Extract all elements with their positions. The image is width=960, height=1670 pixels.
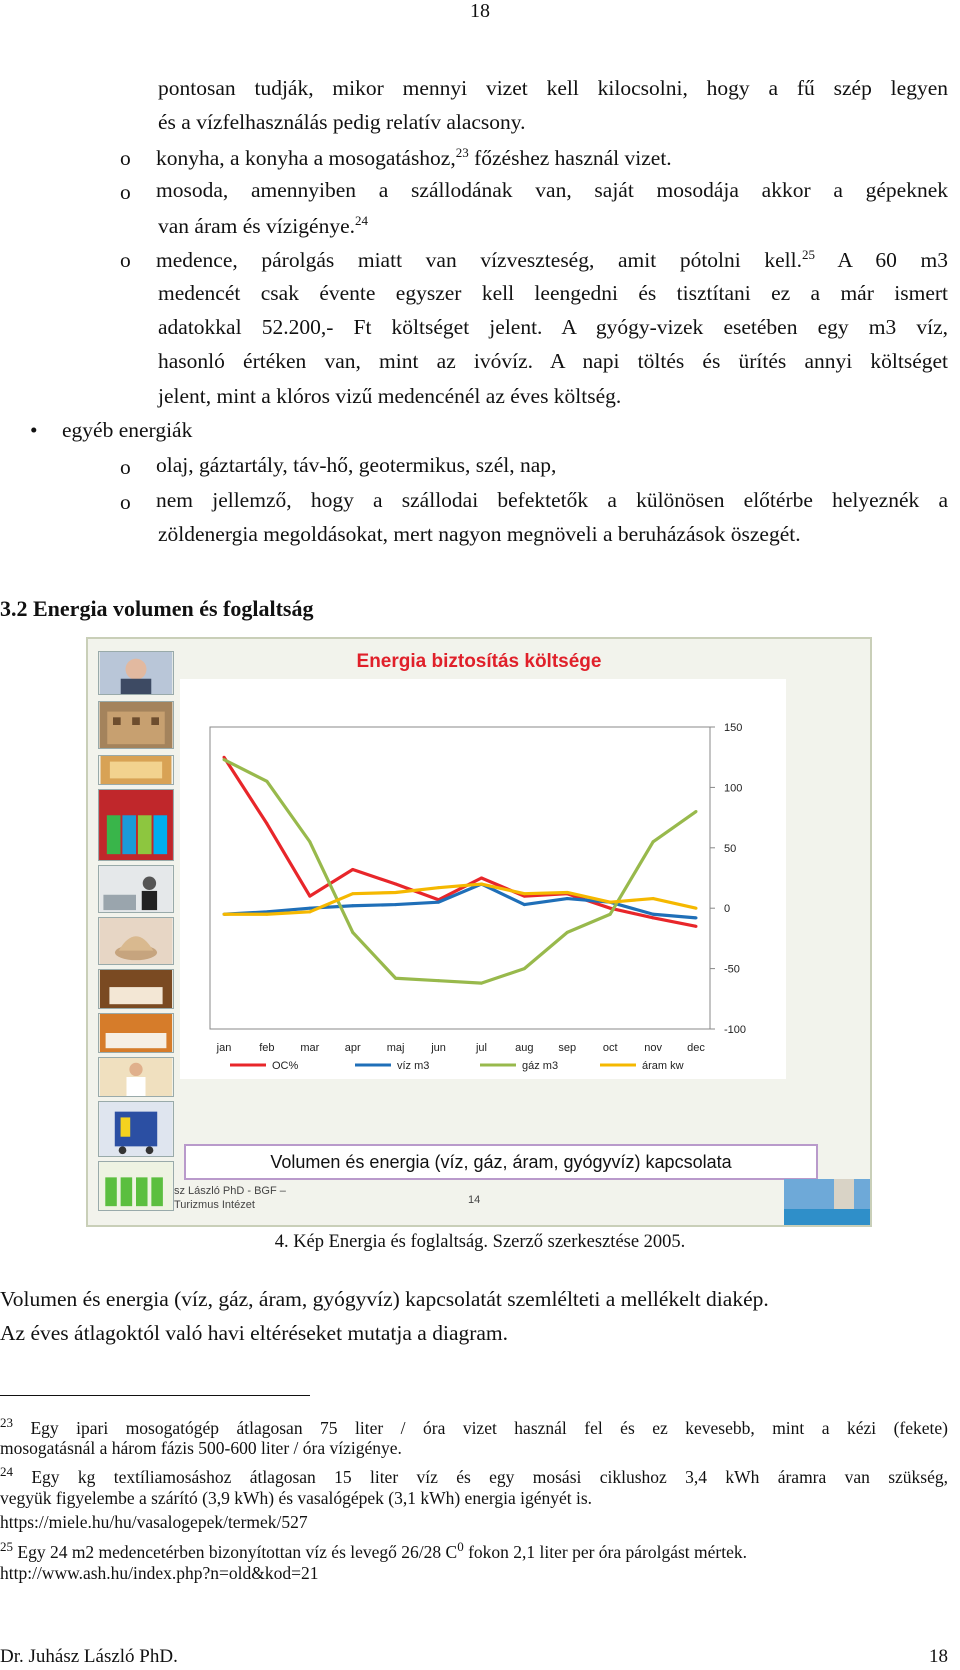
x-tick-label: oct bbox=[602, 1042, 618, 1054]
data-point bbox=[394, 977, 397, 980]
footnote-url[interactable]: https://miele.hu/hu/vasalogepek/termek/527 bbox=[0, 1512, 308, 1532]
list-bullet: o bbox=[120, 248, 131, 272]
data-point bbox=[351, 904, 354, 907]
data-point bbox=[609, 907, 612, 910]
footnote-ref: 24 bbox=[355, 213, 368, 228]
text-line: van áram és vízigénye.$^{24}$ bbox=[158, 213, 368, 239]
footnote-text: vegyük figyelembe a szárító (3,9 kWh) és vasalógépek (3,1 kWh) energia igényét is. bbox=[0, 1488, 593, 1508]
footnote-23: $^{23}$ Egy ipari mosogatógép átlagosan 75 liter / óra vizet használ fel és ez kevesebb, mint a kézi (fekete) bbox=[0, 1415, 949, 1438]
section-heading: 3.2 Energia volumen és foglaltság bbox=[0, 596, 314, 621]
footnote-ref: 25 bbox=[801, 247, 815, 262]
x-tick-label: nov bbox=[644, 1042, 662, 1054]
bedroom-photo bbox=[98, 1013, 174, 1053]
data-point bbox=[265, 780, 268, 783]
data-point bbox=[695, 907, 698, 910]
y-tick-label: -50 bbox=[724, 963, 740, 976]
data-point bbox=[523, 903, 526, 906]
text-line: zöldenergia megoldásokat, mert nagyon megnöveli a beruházások öszegét. bbox=[158, 522, 801, 546]
data-point bbox=[308, 840, 311, 843]
text-line: és a vízfelhasználás pedig relatív alacsony. bbox=[158, 110, 526, 134]
pool-photo bbox=[784, 1179, 870, 1227]
x-tick-label: maj bbox=[386, 1042, 405, 1054]
text-line: pontosan tudják, mikor mennyi vizet kell kilocsolni, hogy a fű szép legyen bbox=[158, 76, 948, 100]
figure-caption: 4. Kép Energia és foglaltság. Szerző szerkesztése 2005. bbox=[274, 1232, 686, 1252]
legend-label: áram kw bbox=[642, 1060, 684, 1072]
page-number-top: 18 bbox=[470, 0, 490, 22]
cleaning-products-photo bbox=[98, 1161, 174, 1211]
data-point bbox=[223, 913, 226, 916]
data-point bbox=[394, 903, 397, 906]
list-item-olaj: olaj, gáztartály, táv-hő, geotermikus, szél, nap, bbox=[156, 453, 557, 477]
data-point bbox=[223, 758, 226, 761]
footnote-24: $^{24}$ Egy kg textíliamosáshoz átlagosan 15 liter víz és egy mosási ciklushoz 3,4 kWh áramra van szükség, bbox=[0, 1464, 949, 1487]
data-point bbox=[566, 931, 569, 934]
x-tick-label: feb bbox=[259, 1042, 275, 1054]
slide-footer-credit bbox=[174, 1184, 286, 1213]
data-point bbox=[351, 868, 354, 871]
x-tick-label: apr bbox=[344, 1042, 361, 1054]
slide-footer-line: Turizmus Intézet bbox=[174, 1199, 255, 1212]
list-bullet: o bbox=[120, 490, 131, 514]
data-point bbox=[523, 892, 526, 895]
list-bullet-dot: • bbox=[30, 418, 38, 442]
list-item-medence: medence, párolgás miatt van vízveszteség, amit pótolni kell.$^{25}$ A 60 m3 bbox=[156, 247, 948, 273]
list-item-mosoda: mosoda, amennyiben a szállodának van, saját mosodája akkor a gépeknek bbox=[156, 178, 948, 202]
legend-label: víz m3 bbox=[397, 1060, 430, 1072]
staff-photo bbox=[98, 1057, 174, 1097]
y-tick-label: 50 bbox=[724, 842, 737, 855]
building-photo bbox=[98, 701, 174, 749]
data-point bbox=[308, 910, 311, 913]
data-point bbox=[652, 897, 655, 900]
legend-label: OC% bbox=[272, 1060, 299, 1072]
portrait-photo bbox=[98, 651, 174, 695]
data-point bbox=[351, 931, 354, 934]
text-line: adatokkal 52.200,- Ft költséget jelent. A gyógy-vizek esetében egy m3 víz, bbox=[158, 315, 948, 339]
footnote-url[interactable]: http://www.ash.hu/index.php?n=old&kod=21 bbox=[0, 1563, 319, 1583]
footer-author: Dr. Juhász László PhD. bbox=[0, 1646, 178, 1667]
slide-caption: Volumen és energia (víz, gáz, áram, gyógyvíz) kapcsolata bbox=[184, 1144, 818, 1180]
desk-photo bbox=[98, 865, 174, 913]
data-point bbox=[566, 897, 569, 900]
data-point bbox=[695, 916, 698, 919]
list-bullet: o bbox=[120, 455, 131, 479]
text-line: hasonló értéken van, mint az ivóvíz. A napi töltés és ürítés annyi költséget bbox=[158, 349, 948, 373]
data-point bbox=[695, 810, 698, 813]
data-point bbox=[437, 886, 440, 889]
footnote-ref: 23 bbox=[455, 145, 469, 160]
slide-footer-line: sz László PhD - BGF – bbox=[174, 1185, 286, 1197]
list-bullet: o bbox=[120, 146, 131, 170]
data-point bbox=[695, 925, 698, 928]
reception-photo bbox=[98, 789, 174, 861]
data-point bbox=[437, 979, 440, 982]
list-item-konyha: konyha, a konyha a mosogatáshoz,$^{23}$ főzéshez használ vizet. bbox=[156, 145, 672, 171]
data-point bbox=[609, 913, 612, 916]
y-tick-label: 100 bbox=[724, 782, 743, 795]
bell-photo bbox=[98, 917, 174, 965]
chart-title: Energia biztosítás költsége bbox=[356, 651, 602, 672]
x-tick-label: jan bbox=[216, 1042, 232, 1054]
data-point bbox=[652, 913, 655, 916]
data-point bbox=[351, 892, 354, 895]
data-point bbox=[265, 913, 268, 916]
data-point bbox=[437, 901, 440, 904]
text-line: jelent, mint a klóros vizű medencénél az éves költség. bbox=[158, 384, 622, 408]
data-point bbox=[308, 895, 311, 898]
x-tick-label: mar bbox=[300, 1042, 320, 1054]
data-point bbox=[265, 822, 268, 825]
cleaning-cart-photo bbox=[98, 1101, 174, 1157]
lobby-photo bbox=[98, 755, 174, 785]
data-point bbox=[394, 883, 397, 886]
line-chart bbox=[180, 679, 786, 1079]
data-point bbox=[308, 907, 311, 910]
x-tick-label: aug bbox=[515, 1042, 534, 1054]
y-tick-label: 150 bbox=[724, 722, 743, 734]
slide-image bbox=[86, 637, 872, 1227]
body-text: Az éves átlagoktól való havi eltéréseket mutatja a diagram. bbox=[0, 1321, 509, 1345]
data-point bbox=[480, 982, 483, 985]
footnote-25: $^{25}$ Egy 24 m2 medencetérben bizonyítottan víz és levegő 26/28 $C^0$ fokon 2,1 liter per óra párolgást mértek. bbox=[0, 1539, 748, 1562]
y-tick-label: -100 bbox=[724, 1024, 747, 1036]
x-tick-label: dec bbox=[687, 1042, 705, 1054]
data-point bbox=[652, 840, 655, 843]
y-tick-label: 0 bbox=[724, 903, 731, 916]
room-photo bbox=[98, 969, 174, 1009]
footnote-text: mosogatásnál a három fázis 500-600 liter / óra vízigénye. bbox=[0, 1438, 402, 1458]
data-point bbox=[394, 891, 397, 894]
footnote-separator bbox=[0, 1395, 310, 1396]
data-point bbox=[480, 883, 483, 886]
x-tick-label: sep bbox=[558, 1042, 577, 1054]
data-point bbox=[652, 916, 655, 919]
data-point bbox=[480, 877, 483, 880]
slide-number: 14 bbox=[468, 1194, 481, 1206]
data-point bbox=[609, 901, 612, 904]
body-text: Volumen és energia (víz, gáz, áram, gyógyvíz) kapcsolatát szemlélteti a mellékelt diakép. bbox=[0, 1287, 769, 1311]
list-bullet: o bbox=[120, 180, 131, 204]
footer-page-number: 18 bbox=[929, 1646, 948, 1667]
list-item-nem-jellemzo: nem jellemző, hogy a szállodai befektetők a különösen előtérbe helyeznék a bbox=[156, 488, 948, 512]
data-point bbox=[566, 891, 569, 894]
list-item-egyeb: egyéb energiák bbox=[62, 418, 193, 442]
x-tick-label: jul bbox=[475, 1042, 487, 1054]
legend-label: gáz m3 bbox=[522, 1060, 559, 1072]
x-tick-label: jun bbox=[431, 1042, 446, 1054]
text-line: medencét csak évente egyszer kell leengedni és tisztítani ez a már ismert bbox=[158, 281, 948, 305]
data-point bbox=[523, 967, 526, 970]
